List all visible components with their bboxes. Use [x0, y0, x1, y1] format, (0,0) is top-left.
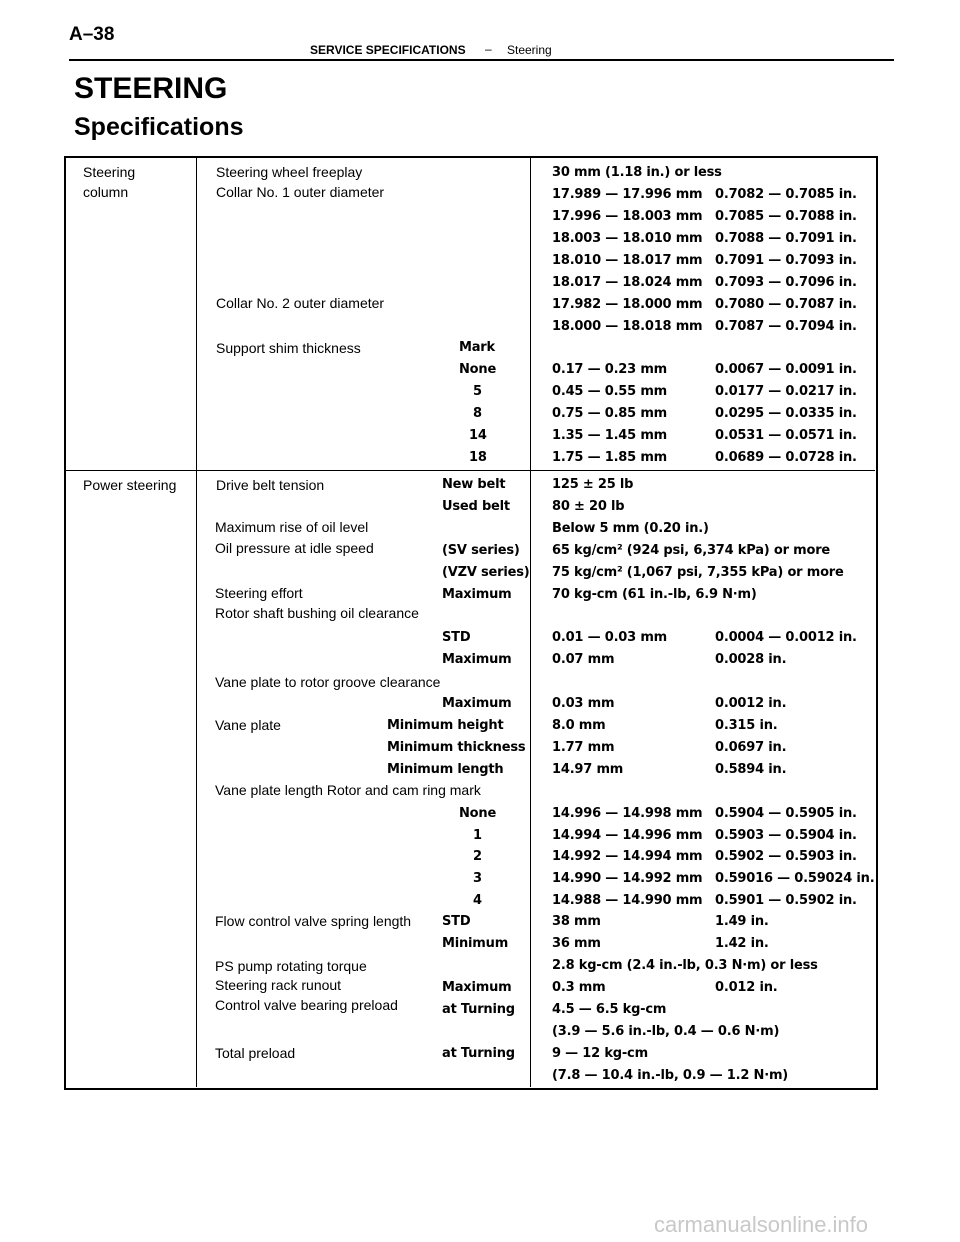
condition-label: 4 — [473, 893, 482, 908]
condition-label: Maximum — [442, 587, 512, 602]
condition-label: 14 — [469, 428, 487, 443]
spec-value-inch: 0.7087 — 0.7094 in. — [715, 319, 857, 334]
condition-label: 8 — [473, 406, 482, 421]
spec-value-inch: 0.315 in. — [715, 718, 778, 733]
spec-value-inch: 0.7080 — 0.7087 in. — [715, 297, 857, 312]
condition-label: (VZV series) — [442, 565, 530, 580]
spec-value-metric: 4.5 — 6.5 kg-cm — [552, 1002, 667, 1017]
condition-label: Minimum height — [387, 718, 504, 733]
item-label: Total preload — [215, 1045, 296, 1061]
condition-label: (SV series) — [442, 543, 520, 558]
spec-value-metric: 0.75 — 0.85 mm — [552, 406, 668, 421]
spec-value-metric: 80 ± 20 lb — [552, 499, 625, 514]
condition-label: Mark — [459, 340, 495, 355]
spec-value-inch: 0.5902 — 0.5903 in. — [715, 849, 857, 864]
condition-label: 3 — [473, 871, 482, 886]
item-label: Collar No. 2 outer diameter — [216, 295, 385, 311]
spec-value-inch: 0.0004 — 0.0012 in. — [715, 630, 857, 645]
item-label: Steering effort — [215, 585, 303, 601]
spec-value-metric: 18.003 — 18.010 mm — [552, 231, 703, 246]
spec-value-inch: 0.0177 — 0.0217 in. — [715, 384, 857, 399]
condition-label: 5 — [473, 384, 482, 399]
spec-value-inch: 0.5903 — 0.5904 in. — [715, 828, 857, 843]
spec-value-inch: 0.0531 — 0.0571 in. — [715, 428, 857, 443]
spec-value-inch: 0.7085 — 0.7088 in. — [715, 209, 857, 224]
spec-value-metric: 17.982 — 18.000 mm — [552, 297, 703, 312]
spec-value-metric: (3.9 — 5.6 in.-lb, 0.4 — 0.6 N·m) — [552, 1024, 780, 1039]
condition-label: Minimum — [442, 936, 509, 951]
spec-value-inch: 0.0697 in. — [715, 740, 787, 755]
spec-value-metric: 18.000 — 18.018 mm — [552, 319, 703, 334]
page-number: A–38 — [69, 24, 115, 45]
column-divider-category — [196, 157, 197, 1087]
condition-label: at Turning — [442, 1046, 515, 1061]
spec-value-metric: 18.017 — 18.024 mm — [552, 275, 703, 290]
spec-value-inch: 0.0295 — 0.0335 in. — [715, 406, 857, 421]
condition-label: 2 — [473, 849, 482, 864]
spec-value-inch: 0.59016 — 0.59024 in. — [715, 871, 875, 886]
page-title: STEERING — [74, 72, 228, 105]
condition-label: Maximum — [442, 652, 512, 667]
spec-value-metric: 14.97 mm — [552, 762, 624, 777]
spec-value-metric: 0.03 mm — [552, 696, 615, 711]
spec-value-inch: 0.0012 in. — [715, 696, 787, 711]
header-section: SERVICE SPECIFICATIONS — [310, 43, 466, 57]
spec-value-metric: 18.010 — 18.017 mm — [552, 253, 703, 268]
spec-value-metric: 1.35 — 1.45 mm — [552, 428, 668, 443]
item-label: Rotor shaft bushing oil clearance — [215, 605, 419, 621]
condition-label: None — [459, 806, 497, 821]
spec-value-inch: 1.42 in. — [715, 936, 769, 951]
condition-label: None — [459, 362, 497, 377]
category-power-steering: Power steering — [83, 477, 177, 493]
condition-label: STD — [442, 630, 471, 645]
spec-value-metric: 36 mm — [552, 936, 601, 951]
spec-value-inch: 0.7082 — 0.7085 in. — [715, 187, 857, 202]
condition-label: Used belt — [442, 499, 510, 514]
condition-label: Maximum — [442, 980, 512, 995]
spec-value-metric: 125 ± 25 lb — [552, 477, 634, 492]
header-separator: – — [485, 42, 492, 56]
spec-value-metric: 8.0 mm — [552, 718, 606, 733]
header-subsection: Steering — [507, 43, 552, 57]
spec-value-metric: 14.990 — 14.992 mm — [552, 871, 703, 886]
spec-value-inch: 0.0028 in. — [715, 652, 787, 667]
spec-value-metric: 17.989 — 17.996 mm — [552, 187, 703, 202]
condition-label: Maximum — [442, 696, 512, 711]
condition-label: Minimum thickness — [387, 740, 526, 755]
spec-value-metric: 1.75 — 1.85 mm — [552, 450, 668, 465]
spec-value-inch: 1.49 in. — [715, 914, 769, 929]
spec-value-inch: 0.012 in. — [715, 980, 778, 995]
spec-value-metric: 1.77 mm — [552, 740, 615, 755]
watermark: carmanualsonline.info — [654, 1212, 869, 1237]
item-label: Maximum rise of oil level — [215, 519, 369, 535]
spec-value-inch: 0.7093 — 0.7096 in. — [715, 275, 857, 290]
spec-value-inch: 0.5904 — 0.5905 in. — [715, 806, 857, 821]
condition-label: at Turning — [442, 1002, 515, 1017]
spec-value-metric: 2.8 kg-cm (2.4 in.-lb, 0.3 N·m) or less — [552, 958, 818, 973]
spec-value-inch: 0.7091 — 0.7093 in. — [715, 253, 857, 268]
item-label: PS pump rotating torque — [215, 958, 367, 974]
spec-value-inch: 0.7088 — 0.7091 in. — [715, 231, 857, 246]
category-steering: Steering — [83, 164, 136, 180]
item-label: Oil pressure at idle speed — [215, 540, 374, 556]
condition-label: 1 — [473, 828, 482, 843]
condition-label: New belt — [442, 477, 506, 492]
spec-value-metric: 75 kg/cm² (1,067 psi, 7,355 kPa) or more — [552, 565, 844, 580]
category-column: column — [83, 184, 129, 200]
item-label: Support shim thickness — [216, 340, 361, 356]
spec-value-metric: 14.994 — 14.996 mm — [552, 828, 703, 843]
spec-value-metric: 0.17 — 0.23 mm — [552, 362, 668, 377]
item-label: Steering rack runout — [215, 977, 342, 993]
item-label: Vane plate — [215, 717, 281, 733]
column-divider-values — [530, 157, 531, 1087]
spec-value-metric: 0.45 — 0.55 mm — [552, 384, 668, 399]
spec-value-metric: 14.996 — 14.998 mm — [552, 806, 703, 821]
item-label: Vane plate to rotor groove clearance — [215, 674, 441, 690]
spec-value-metric: 9 — 12 kg-cm — [552, 1046, 648, 1061]
row-divider-section — [65, 470, 875, 471]
spec-value-metric: 14.988 — 14.990 mm — [552, 893, 703, 908]
header-rule — [69, 59, 894, 61]
condition-label: 18 — [469, 450, 487, 465]
condition-label: Minimum length — [387, 762, 504, 777]
item-label: Collar No. 1 outer diameter — [216, 184, 385, 200]
item-label: Control valve bearing preload — [215, 997, 398, 1013]
item-label: Drive belt tension — [216, 477, 325, 493]
spec-value-metric: 65 kg/cm² (924 psi, 6,374 kPa) or more — [552, 543, 831, 558]
spec-value-metric: Below 5 mm (0.20 in.) — [552, 521, 709, 536]
spec-value-metric: 0.3 mm — [552, 980, 606, 995]
page-subtitle: Specifications — [74, 113, 244, 141]
spec-value-metric: 0.01 — 0.03 mm — [552, 630, 668, 645]
spec-value-metric: (7.8 — 10.4 in.-lb, 0.9 — 1.2 N·m) — [552, 1068, 789, 1083]
spec-value-inch: 0.5901 — 0.5902 in. — [715, 893, 857, 908]
spec-value-metric: 14.992 — 14.994 mm — [552, 849, 703, 864]
spec-value-metric: 38 mm — [552, 914, 601, 929]
item-label: Vane plate length Rotor and cam ring mark — [215, 782, 481, 798]
spec-value-inch: 0.5894 in. — [715, 762, 787, 777]
spec-value-metric: 70 kg-cm (61 in.-lb, 6.9 N·m) — [552, 587, 757, 602]
item-label: Steering wheel freeplay — [216, 164, 363, 180]
spec-value-metric: 17.996 — 18.003 mm — [552, 209, 703, 224]
condition-label: STD — [442, 914, 471, 929]
spec-value-inch: 0.0689 — 0.0728 in. — [715, 450, 857, 465]
spec-value-metric: 0.07 mm — [552, 652, 615, 667]
spec-value-metric: 30 mm (1.18 in.) or less — [552, 165, 722, 180]
spec-value-inch: 0.0067 — 0.0091 in. — [715, 362, 857, 377]
item-label: Flow control valve spring length — [215, 913, 412, 929]
